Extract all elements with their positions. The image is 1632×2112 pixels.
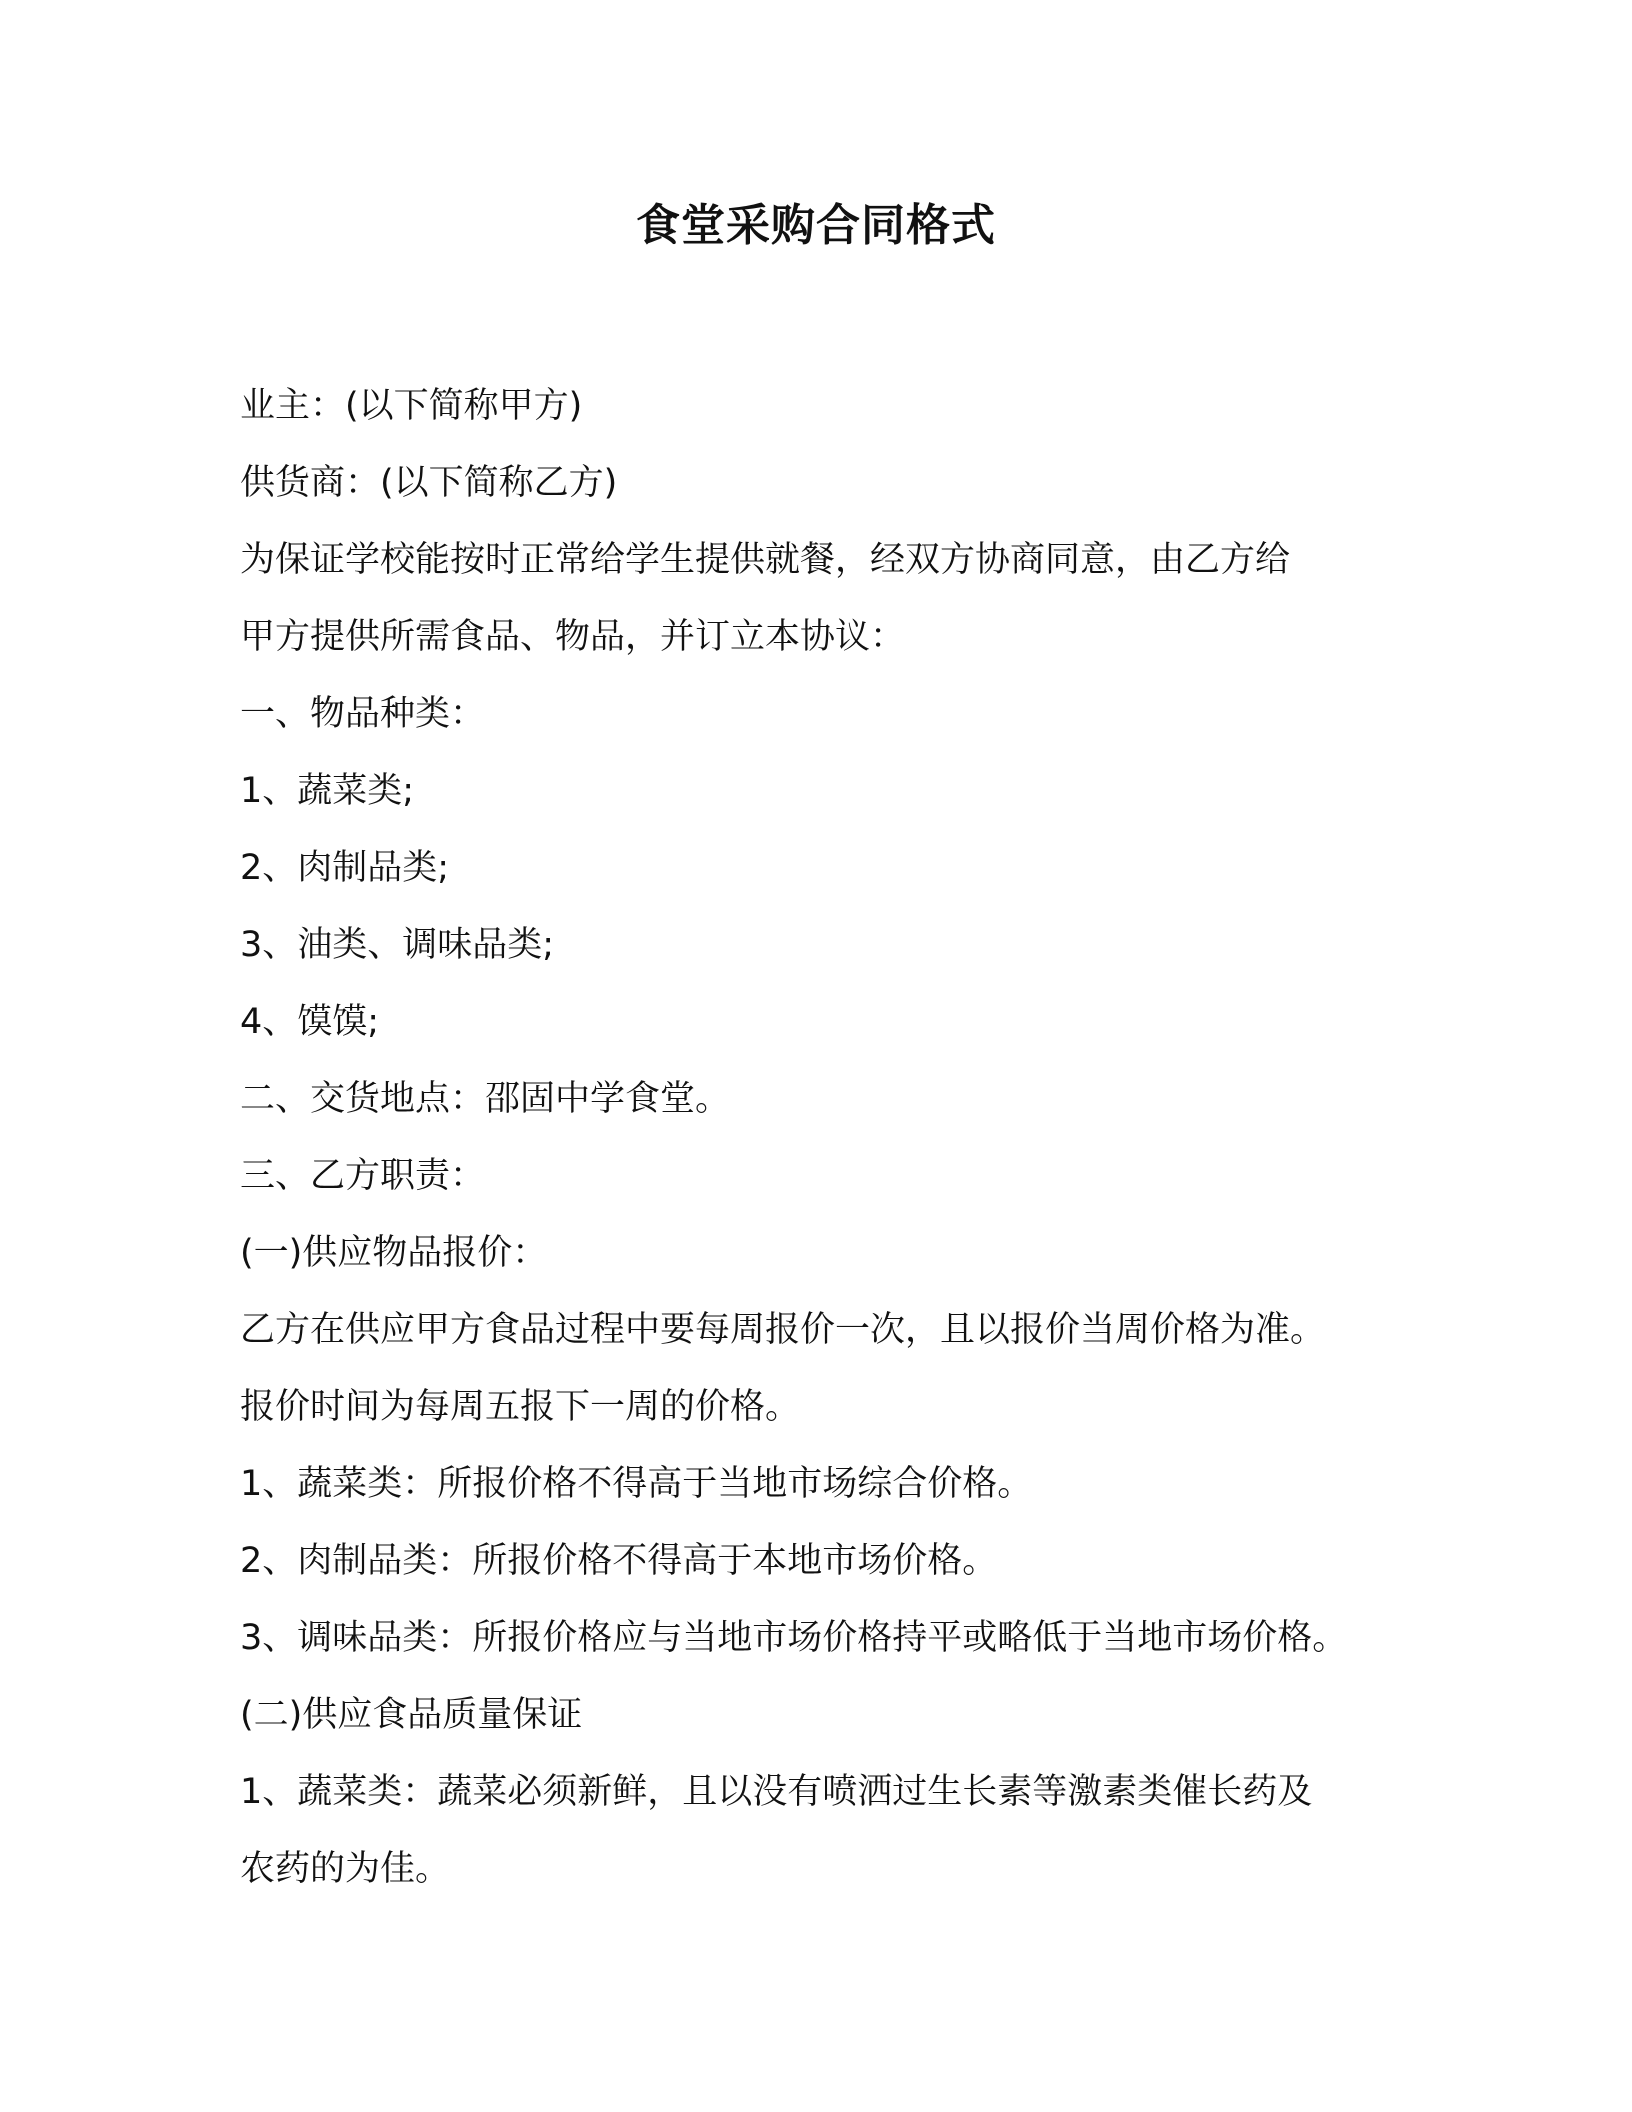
preamble-line-1: 为保证学校能按时正常给学生提供就餐，经双方协商同意，由乙方给 <box>240 540 1291 580</box>
paragraph-line: 农药的为佳。 <box>240 1849 451 1889</box>
list-item: 1、蔬菜类; <box>240 771 415 811</box>
document-body <box>240 368 1420 1908</box>
paragraph-line: 报价时间为每周五报下一周的价格。 <box>240 1387 801 1427</box>
list-item: 4、馍馍; <box>240 1002 380 1042</box>
document-title: 食堂采购合同格式 <box>636 200 996 251</box>
list-item: 2、肉制品类; <box>240 848 450 888</box>
party-a-line: 业主：(以下简称甲方) <box>240 386 583 426</box>
list-item: 3、油类、调味品类; <box>240 925 555 965</box>
preamble-line-2: 甲方提供所需食品、物品，并订立本协议： <box>240 617 906 657</box>
paragraph-line: 乙方在供应甲方食品过程中要每周报价一次，且以报价当周价格为准。 <box>240 1310 1326 1350</box>
list-item: 3、调味品类：所报价格应与当地市场价格持平或略低于当地市场价格。 <box>240 1618 1348 1658</box>
section-heading-delivery-location: 二、交货地点：邵固中学食堂。 <box>240 1079 731 1119</box>
subsection-heading-quality: (二)供应食品质量保证 <box>240 1695 583 1735</box>
list-item: 1、蔬菜类：蔬菜必须新鲜，且以没有喷洒过生长素等激素类催长药及 <box>240 1772 1313 1812</box>
subsection-heading-pricing: (一)供应物品报价： <box>240 1233 548 1273</box>
section-heading-goods-types: 一、物品种类： <box>240 694 486 734</box>
list-item: 2、肉制品类：所报价格不得高于本地市场价格。 <box>240 1541 998 1581</box>
section-heading-party-b-duties: 三、乙方职责： <box>240 1156 486 1196</box>
list-item: 1、蔬菜类：所报价格不得高于当地市场综合价格。 <box>240 1464 1033 1504</box>
party-b-line: 供货商：(以下简称乙方) <box>240 463 618 503</box>
